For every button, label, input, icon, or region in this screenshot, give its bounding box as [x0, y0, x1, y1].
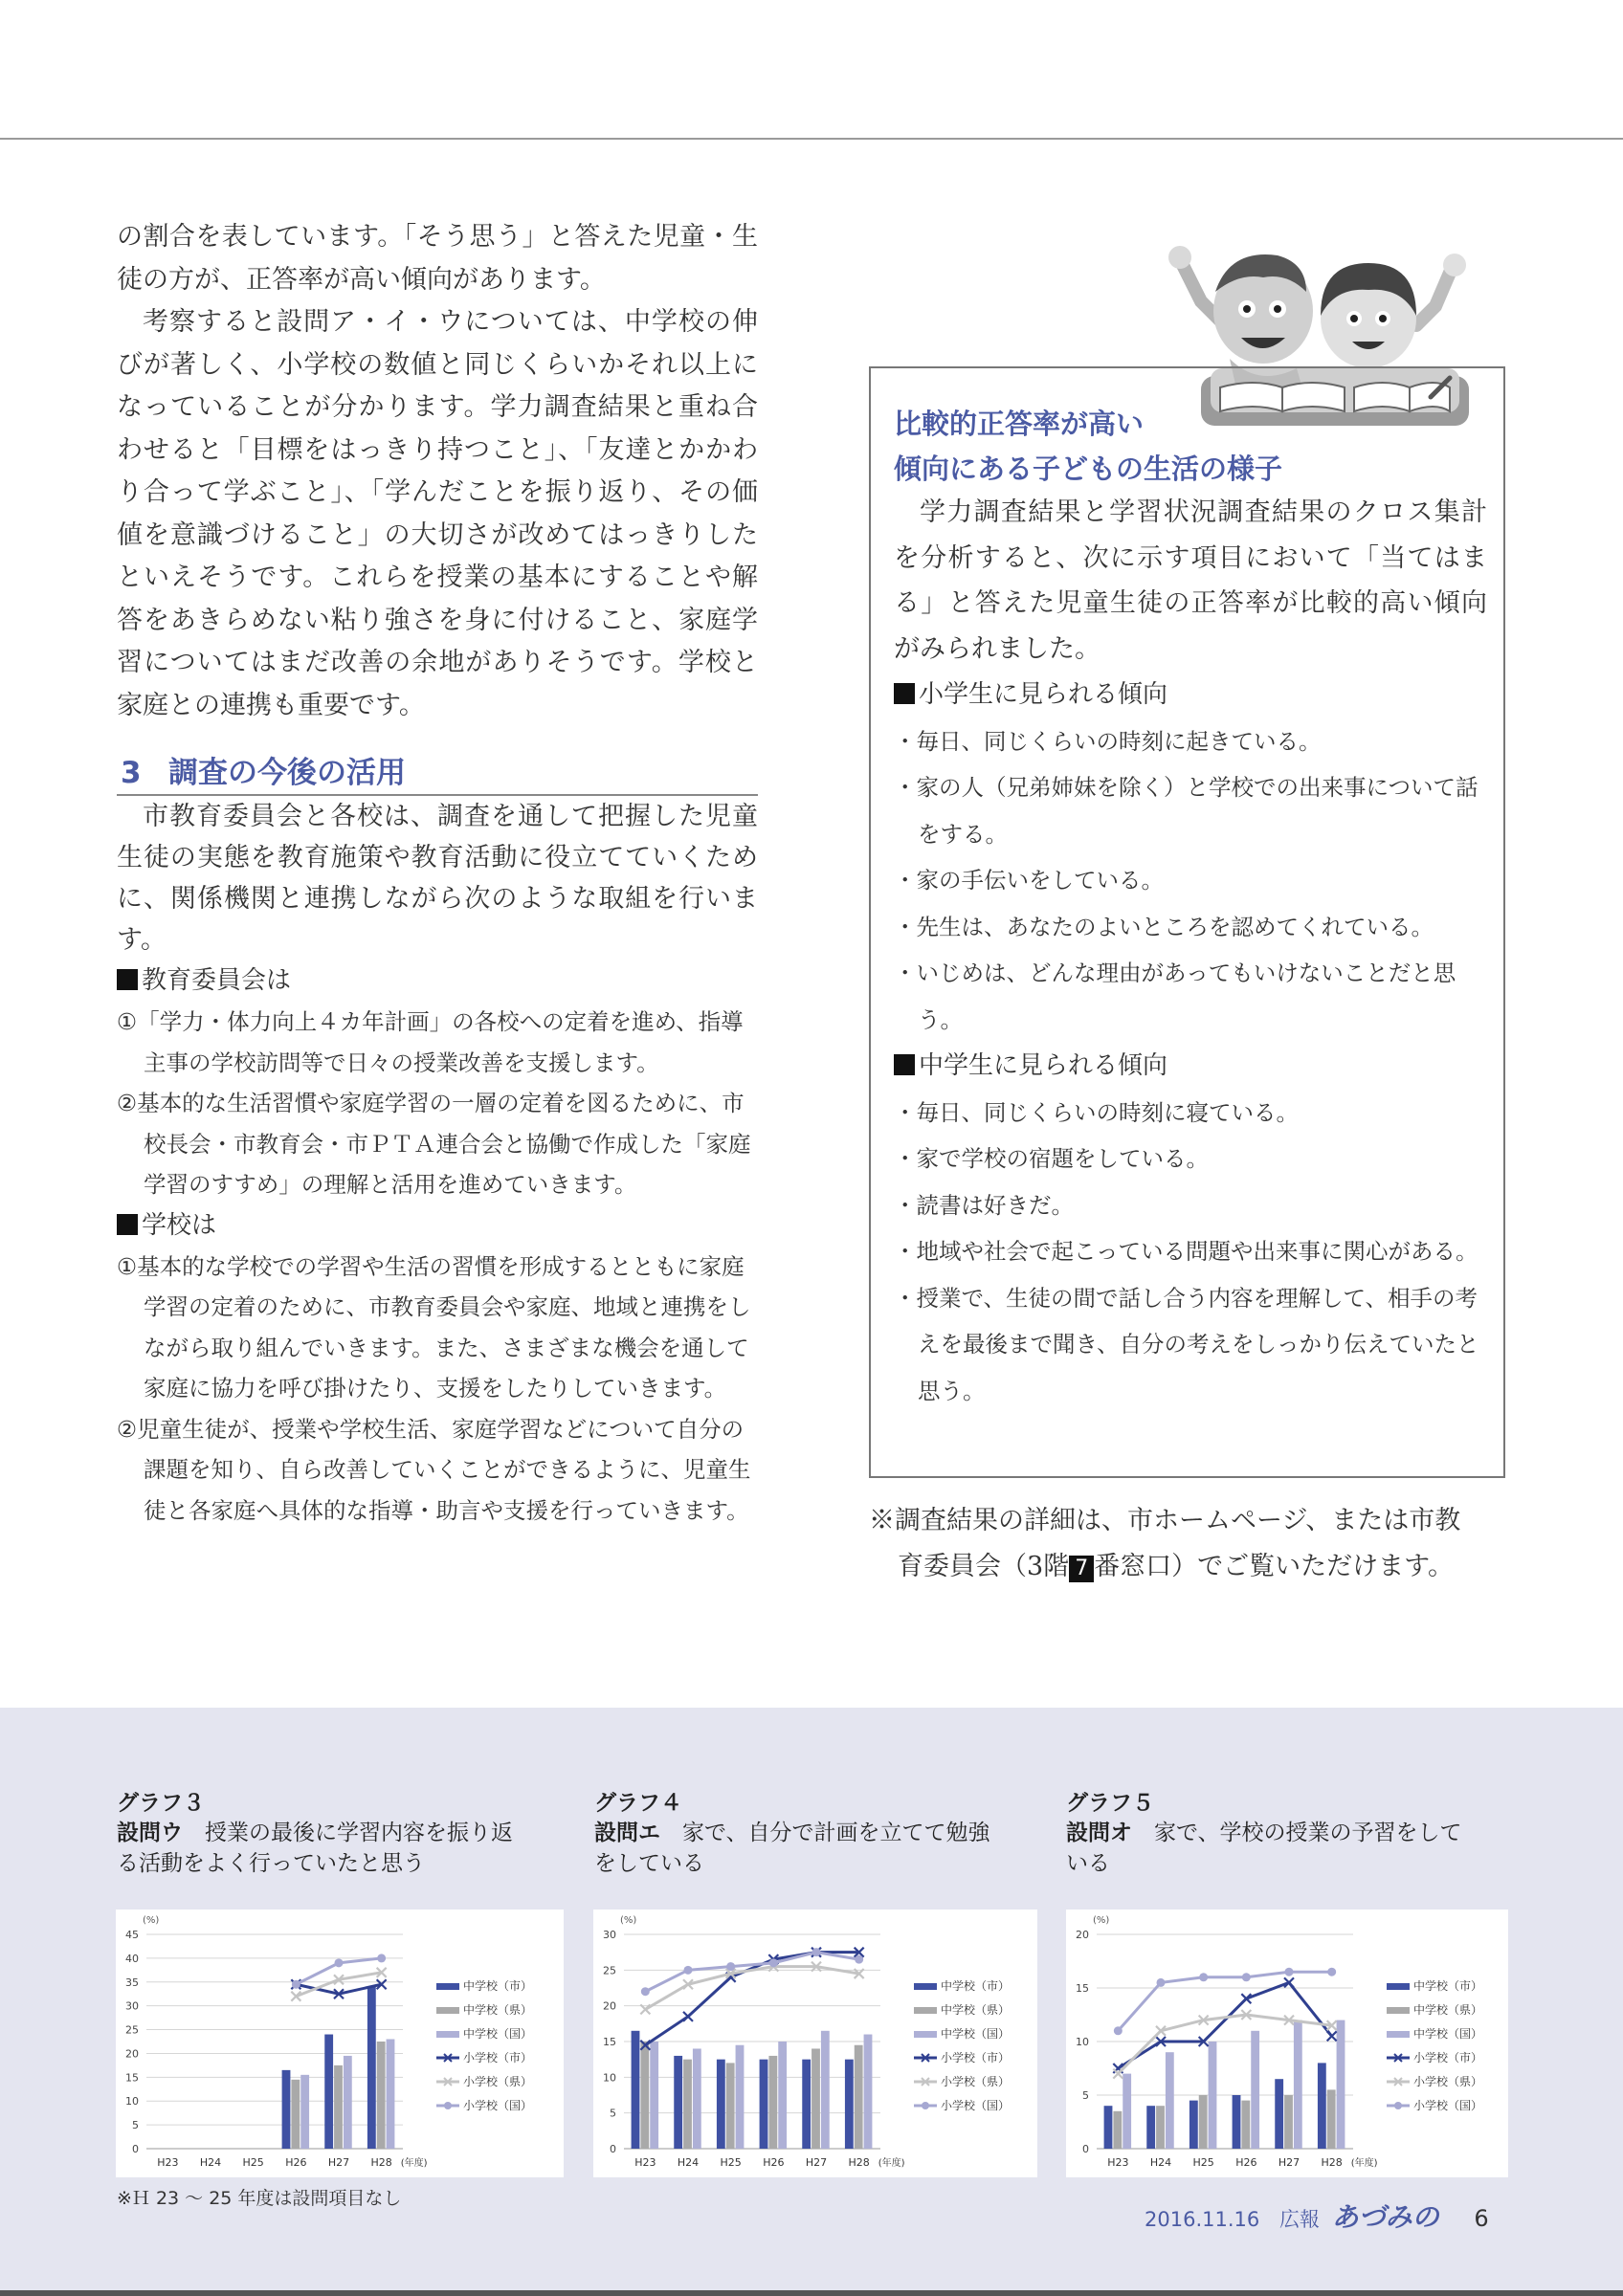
- y-tick-label: 20: [1076, 1929, 1089, 1941]
- y-tick-label: 25: [603, 1964, 616, 1977]
- x-tick-label: H26: [285, 2156, 307, 2169]
- legend-label: 小学校（国）: [463, 2099, 533, 2112]
- x-tick-label: H25: [1192, 2156, 1214, 2169]
- y-tick-label: 0: [610, 2143, 616, 2155]
- bar: [855, 2045, 863, 2149]
- elementary-item: ・家の人（兄弟姉妹を除く）と学校での出来事について話をする。: [894, 774, 1478, 848]
- brand-name: あづみの: [1331, 2201, 1439, 2233]
- bar: [1251, 2031, 1259, 2149]
- bar: [1327, 2089, 1336, 2149]
- square-bullet-icon: [117, 1214, 138, 1235]
- middle-item: ・読書は好きだ。: [894, 1191, 1074, 1219]
- bar: [344, 2056, 352, 2149]
- y-tick-label: 5: [132, 2119, 139, 2132]
- legend-label: 中学校（国）: [463, 2027, 533, 2041]
- elementary-item: ・家の手伝いをしている。: [894, 867, 1164, 894]
- bar: [291, 2080, 300, 2149]
- bar: [1241, 2101, 1250, 2149]
- line-point: [1157, 1978, 1166, 1987]
- line-point: [641, 1987, 650, 1996]
- bar: [1156, 2106, 1165, 2149]
- x-tick-label: H24: [1149, 2156, 1172, 2169]
- left-column: [117, 216, 758, 727]
- graph3-chart: [116, 1910, 564, 2177]
- y-tick-label: 30: [125, 1999, 139, 2013]
- y-tick-label: 5: [1082, 2089, 1089, 2102]
- legend-swatch: [436, 2031, 459, 2038]
- bar: [736, 2045, 745, 2149]
- y-tick-label: 20: [603, 1999, 616, 2013]
- legend-label: 小学校（国）: [941, 2099, 1011, 2112]
- page-number: 6: [1474, 2205, 1489, 2232]
- y-axis-label: (%): [143, 1915, 160, 1926]
- y-tick-label: 15: [125, 2071, 139, 2085]
- legend-label: 小学校（市）: [941, 2051, 1011, 2064]
- section-number: 3: [121, 756, 142, 790]
- box-title: 比較的正答率が高い 傾向にある子どもの生活の様子: [894, 408, 1283, 485]
- bar: [778, 2042, 787, 2149]
- middle-item: ・毎日、同じくらいの時刻に寝ている。: [894, 1098, 1299, 1126]
- bar: [387, 2040, 395, 2149]
- bar: [650, 2042, 658, 2149]
- legend-swatch: [914, 1983, 937, 1990]
- bar: [717, 2060, 725, 2149]
- box-body: [894, 490, 1487, 1414]
- bar: [864, 2035, 873, 2149]
- line-point: [1285, 1968, 1294, 1976]
- bar: [1275, 2079, 1283, 2149]
- legend-label: 中学校（市）: [463, 1979, 533, 1993]
- x-tick-label: H27: [805, 2156, 828, 2169]
- bar: [726, 2063, 735, 2149]
- bar: [683, 2060, 692, 2149]
- bar: [367, 1987, 376, 2149]
- x-tick-label: H27: [1278, 2156, 1301, 2169]
- line-point: [1242, 1973, 1251, 1981]
- bar: [640, 2042, 649, 2149]
- bar: [1113, 2111, 1122, 2149]
- bar: [1209, 2042, 1217, 2149]
- square-bullet-icon: [894, 683, 915, 704]
- bar: [632, 2031, 640, 2149]
- bar: [282, 2070, 291, 2149]
- y-axis-label: (%): [620, 1915, 637, 1926]
- x-tick-label: H25: [242, 2156, 264, 2169]
- x-tick-label: H24: [199, 2156, 222, 2169]
- line-point: [726, 1962, 735, 1971]
- y-tick-label: 15: [1076, 1982, 1089, 1995]
- x-tick-label: H24: [677, 2156, 700, 2169]
- x-axis-label: (年度): [400, 2158, 428, 2169]
- school-item: ②児童生徒が、授業や学校生活、家庭学習などについて自分の課題を知り、自ら改善していくことができるように、児童生徒と各家庭へ具体的な指導・助言や支援を行っていきます。: [117, 1415, 751, 1524]
- graph3-caption: グラフ３ 設問ウ 授業の最後に学習内容を振り返 る活動をよく行っていたと思う: [117, 1791, 513, 1876]
- counter-badge: 7: [1069, 1556, 1094, 1582]
- x-tick-label: H28: [1321, 2156, 1343, 2169]
- bar: [812, 2048, 820, 2149]
- middle-heading: 中学生に見られる傾向: [894, 1043, 1487, 1090]
- graph5-chart: [1066, 1910, 1508, 2177]
- school-heading: 学校は: [117, 1205, 758, 1247]
- line-point: [1113, 2069, 1123, 2079]
- legend-swatch: [436, 2007, 459, 2014]
- bar: [1318, 2063, 1326, 2149]
- bar: [377, 2042, 386, 2149]
- publication-label: 広報: [1278, 2208, 1320, 2231]
- bar: [1284, 2095, 1293, 2149]
- legend-label: 小学校（県）: [1413, 2075, 1483, 2088]
- line-point: [1327, 1968, 1336, 1976]
- line-point: [335, 1958, 344, 1967]
- graph4-chart: [593, 1910, 1037, 2177]
- board-heading: 教育委員会は: [117, 960, 758, 1002]
- legend-label: 中学校（県）: [463, 2003, 533, 2017]
- bar: [1166, 2052, 1174, 2149]
- bar: [1104, 2106, 1113, 2149]
- graph-note: ※Ｈ 23 ～ 25 年度は設問項目なし: [117, 2188, 402, 2209]
- y-tick-label: 35: [125, 1976, 139, 1989]
- square-bullet-icon: [117, 969, 138, 990]
- bar: [324, 2035, 333, 2149]
- legend-label: 小学校（市）: [463, 2051, 533, 2064]
- bar: [1146, 2106, 1155, 2149]
- x-axis-label: (年度): [1350, 2158, 1378, 2169]
- line-point: [1327, 2031, 1337, 2041]
- bar: [845, 2060, 854, 2149]
- y-tick-label: 15: [603, 2036, 616, 2048]
- bar: [1294, 2020, 1302, 2149]
- y-tick-label: 10: [603, 2071, 616, 2085]
- bar: [1199, 2095, 1208, 2149]
- x-tick-label: H23: [634, 2156, 656, 2169]
- x-tick-label: H23: [1107, 2156, 1129, 2169]
- legend-swatch: [1387, 2007, 1410, 2014]
- middle-item: ・家で学校の宿題をしている。: [894, 1145, 1209, 1172]
- bar: [334, 2065, 343, 2149]
- elementary-heading: 小学生に見られる傾向: [894, 672, 1487, 718]
- middle-item: ・授業で、生徒の間で話し合う内容を理解して、相手の考えを最後まで聞き、自分の考えをしっかり伝えていたと思う。: [894, 1284, 1479, 1404]
- legend-marker: [1394, 2102, 1402, 2109]
- legend-label: 中学校（市）: [1413, 1979, 1483, 1993]
- bar: [674, 2056, 682, 2149]
- issue-date: 2016.11.16: [1145, 2208, 1260, 2231]
- intro-paragraph: の割合を表しています。「そう思う」と答えた児童・生徒の方が、正答率が高い傾向があります。: [117, 222, 758, 295]
- legend-swatch: [436, 1983, 459, 1990]
- section-heading: [117, 748, 758, 796]
- elementary-item: ・いじめは、どんな理由があってもいけないことだと思う。: [894, 960, 1456, 1033]
- bar: [760, 2060, 768, 2149]
- legend-label: 小学校（県）: [941, 2075, 1011, 2088]
- bar: [1123, 2074, 1131, 2149]
- bar: [1233, 2095, 1241, 2149]
- legend-swatch: [1387, 1983, 1410, 1990]
- bar: [1189, 2101, 1198, 2149]
- bar: [300, 2075, 309, 2149]
- x-tick-label: H23: [157, 2156, 179, 2169]
- line-point: [855, 1955, 863, 1964]
- bottom-rule: [0, 2290, 1623, 2296]
- legend-label: 中学校（国）: [941, 2027, 1011, 2041]
- legend-marker: [444, 2102, 452, 2109]
- series-line: [645, 1953, 858, 1992]
- x-tick-label: H28: [370, 2156, 392, 2169]
- legend-label: 中学校（市）: [941, 1979, 1011, 1993]
- middle-item: ・地域や社会で起こっている問題や出来事に関心がある。: [894, 1238, 1478, 1265]
- board-item: ②基本的な生活習慣や家庭学習の一層の定着を図るために、市校長会・市教育会・市ＰＴＡ連合会と協働で作成した「家庭学習のすすめ」の理解と活用を進めていきます。: [117, 1090, 751, 1198]
- bar: [821, 2031, 830, 2149]
- y-tick-label: 0: [132, 2143, 139, 2155]
- section-body: [117, 796, 758, 1531]
- legend-label: 中学校（県）: [1413, 2003, 1483, 2017]
- y-tick-label: 30: [603, 1929, 616, 1941]
- board-item: ①「学力・体力向上４カ年計画」の各校への定着を進め、指導主事の学校訪問等で日々の授業改善を支援します。: [117, 1008, 744, 1076]
- details-note: ※調査結果の詳細は、市ホームページ、または市教 育委員会（3階 7 番窓口）でご覧いただけます。: [869, 1506, 1461, 1581]
- school-item: ①基本的な学校での学習や生活の習慣を形成するとともに家庭学習の定着のために、市教育委員会や家庭、地域と連携をしながら取り組んでいきます。また、さまざまな機会を通して家庭に協力を呼び掛けたり、支援をしたりしていきます。: [117, 1252, 751, 1402]
- y-axis-label: (%): [1093, 1915, 1110, 1926]
- graph5-caption: グラフ５ 設問オ 家で、学校の授業の予習をして いる: [1066, 1791, 1462, 1876]
- bar: [1337, 2020, 1345, 2149]
- series-line: [645, 1967, 858, 2010]
- analysis-paragraph: 考察すると設問ア・イ・ウについては、中学校の伸びが著しく、小学校の数値と同じくらいかそれ以上になっていることが分かります。学力調査結果と重ね合わせると「目標をはっきり持つこと」、「友達とかかわり合って学ぶこと」、「学んだことを振り返り、その価値を意識づけること」の大切さが改めてはっきりしたといえそうです。これらを授業の基本にすることや解答をあきらめない粘り強さを身に付けること、家庭学習についてはまだ改善の余地がありそうです。学校と家庭との連携も重要です。: [117, 307, 758, 720]
- square-bullet-icon: [894, 1054, 915, 1075]
- bar: [693, 2048, 701, 2149]
- y-tick-label: 5: [610, 2107, 616, 2120]
- legend-label: 中学校（国）: [1413, 2027, 1483, 2041]
- legend-swatch: [914, 2031, 937, 2038]
- y-tick-label: 45: [125, 1929, 139, 1941]
- y-tick-label: 40: [125, 1952, 139, 1965]
- line-point: [683, 2012, 693, 2021]
- legend-label: 中学校（県）: [941, 2003, 1011, 2017]
- y-tick-label: 10: [125, 2095, 139, 2108]
- legend-swatch: [1387, 2031, 1410, 2038]
- elementary-item: ・毎日、同じくらいの時刻に起きている。: [894, 727, 1322, 755]
- y-tick-label: 20: [125, 2047, 139, 2061]
- footer: [1145, 2197, 1489, 2235]
- y-tick-label: 25: [125, 2023, 139, 2037]
- line-point: [1114, 2026, 1123, 2035]
- x-axis-label: (年度): [878, 2158, 905, 2169]
- x-tick-label: H27: [327, 2156, 350, 2169]
- y-tick-label: 0: [1082, 2143, 1089, 2155]
- x-tick-label: H25: [720, 2156, 742, 2169]
- legend-swatch: [914, 2007, 937, 2014]
- elementary-item: ・先生は、あなたのよいところを認めてくれている。: [894, 913, 1434, 940]
- x-tick-label: H26: [763, 2156, 785, 2169]
- section-title: 調査の今後の活用: [168, 756, 406, 790]
- legend-marker: [922, 2102, 929, 2109]
- bar: [802, 2060, 811, 2149]
- legend-label: 小学校（市）: [1413, 2051, 1483, 2064]
- legend-label: 小学校（県）: [463, 2075, 533, 2088]
- line-point: [377, 1954, 386, 1962]
- line-point: [292, 1980, 300, 1989]
- x-tick-label: H28: [848, 2156, 870, 2169]
- line-point: [769, 1958, 778, 1967]
- line-point: [684, 1966, 693, 1975]
- box-intro: 学力調査結果と学習状況調査結果のクロス集計を分析すると、次に示す項目において「当てはまる」と答えた児童生徒の正答率が比較的高い傾向がみられました。: [894, 497, 1487, 664]
- bar: [768, 2056, 777, 2149]
- legend-label: 小学校（国）: [1413, 2099, 1483, 2112]
- graph4-caption: グラフ４ 設問エ 家で、自分で計画を立てて勉強 をしている: [594, 1791, 990, 1876]
- line-point: [1199, 1973, 1208, 1981]
- y-tick-label: 10: [1076, 2036, 1089, 2048]
- section-intro: 市教育委員会と各校は、調査を通して把握した児童生徒の実態を教育施策や教育活動に役立てていくために、関係機関と連携しながら次のような取組を行います。: [117, 802, 758, 955]
- header-rule: [0, 138, 1623, 140]
- line-point: [812, 1948, 821, 1956]
- x-tick-label: H26: [1235, 2156, 1257, 2169]
